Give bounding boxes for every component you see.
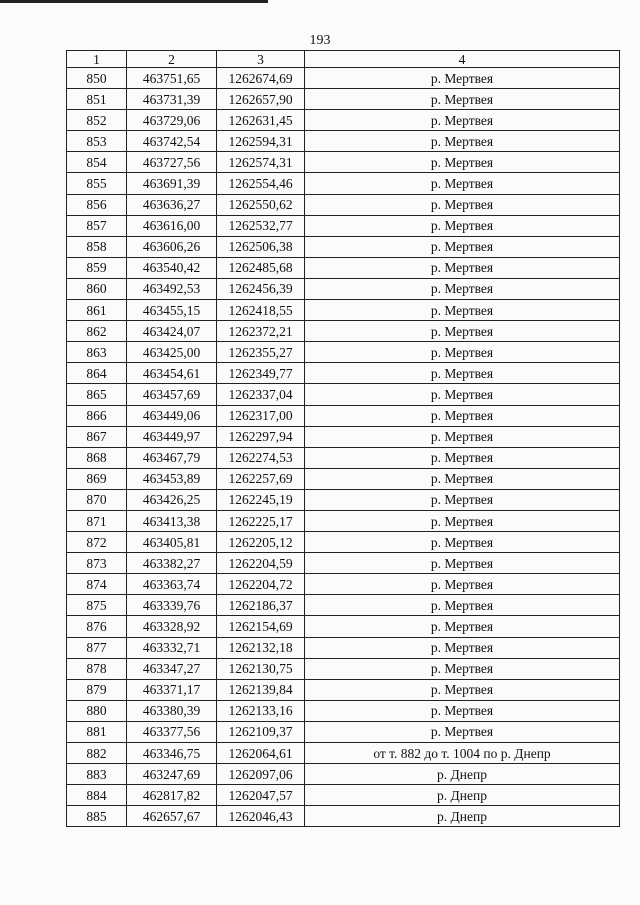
x-coordinate-cell: 463449,97: [127, 426, 217, 447]
y-coordinate-cell: 1262594,31: [217, 131, 305, 152]
x-coordinate-cell: 463540,42: [127, 257, 217, 278]
point-number-cell: 881: [67, 721, 127, 742]
description-cell: р. Мертвея: [305, 257, 620, 278]
description-cell: р. Днепр: [305, 764, 620, 785]
point-number-cell: 865: [67, 384, 127, 405]
x-coordinate-cell: 463346,75: [127, 743, 217, 764]
y-coordinate-cell: 1262225,17: [217, 510, 305, 531]
point-number-cell: 851: [67, 89, 127, 110]
table-row: [67, 215, 620, 236]
table-row: [67, 89, 620, 110]
y-coordinate-cell: 1262064,61: [217, 743, 305, 764]
description-cell: р. Мертвея: [305, 215, 620, 236]
y-coordinate-cell: 1262154,69: [217, 616, 305, 637]
point-number-cell: 875: [67, 595, 127, 616]
top-rule: [0, 0, 268, 3]
x-coordinate-cell: 463691,39: [127, 173, 217, 194]
table-row: [67, 236, 620, 257]
x-coordinate-cell: 463467,79: [127, 447, 217, 468]
point-number-cell: 872: [67, 532, 127, 553]
description-cell: р. Мертвея: [305, 110, 620, 131]
point-number-cell: 874: [67, 574, 127, 595]
point-number-cell: 854: [67, 152, 127, 173]
y-coordinate-cell: 1262297,94: [217, 426, 305, 447]
table-row: [67, 532, 620, 553]
description-cell: р. Мертвея: [305, 363, 620, 384]
description-cell: р. Мертвея: [305, 89, 620, 110]
table-row: [67, 785, 620, 806]
table-row: [67, 405, 620, 426]
point-number-cell: 858: [67, 236, 127, 257]
description-cell: р. Мертвея: [305, 321, 620, 342]
x-coordinate-cell: 463729,06: [127, 110, 217, 131]
x-coordinate-cell: 463453,89: [127, 468, 217, 489]
table-row: [67, 806, 620, 827]
description-cell: от т. 882 до т. 1004 по р. Днепр: [305, 743, 620, 764]
point-number-cell: 870: [67, 489, 127, 510]
description-cell: р. Мертвея: [305, 658, 620, 679]
table-row: [67, 257, 620, 278]
table-row: [67, 194, 620, 215]
header-row: [67, 51, 620, 68]
description-cell: р. Мертвея: [305, 300, 620, 321]
y-coordinate-cell: 1262574,31: [217, 152, 305, 173]
point-number-cell: 857: [67, 215, 127, 236]
table-row: [67, 553, 620, 574]
x-coordinate-cell: 463636,27: [127, 194, 217, 215]
table-row: [67, 68, 620, 89]
description-cell: р. Мертвея: [305, 68, 620, 89]
table-row: [67, 342, 620, 363]
x-coordinate-cell: 463449,06: [127, 405, 217, 426]
x-coordinate-cell: 462817,82: [127, 785, 217, 806]
point-number-cell: 866: [67, 405, 127, 426]
header-cell-1: 1: [67, 51, 127, 68]
x-coordinate-cell: 463492,53: [127, 278, 217, 299]
y-coordinate-cell: 1262186,37: [217, 595, 305, 616]
x-coordinate-cell: 463347,27: [127, 658, 217, 679]
y-coordinate-cell: 1262674,69: [217, 68, 305, 89]
y-coordinate-cell: 1262204,72: [217, 574, 305, 595]
table-row: [67, 447, 620, 468]
table-row: [67, 489, 620, 510]
table-row: [67, 510, 620, 531]
point-number-cell: 885: [67, 806, 127, 827]
description-cell: р. Мертвея: [305, 236, 620, 257]
y-coordinate-cell: 1262109,37: [217, 721, 305, 742]
y-coordinate-cell: 1262245,19: [217, 489, 305, 510]
description-cell: р. Мертвея: [305, 405, 620, 426]
header-cell-4: 4: [305, 51, 620, 68]
y-coordinate-cell: 1262485,68: [217, 257, 305, 278]
y-coordinate-cell: 1262204,59: [217, 553, 305, 574]
y-coordinate-cell: 1262317,00: [217, 405, 305, 426]
x-coordinate-cell: 463457,69: [127, 384, 217, 405]
description-cell: р. Мертвея: [305, 510, 620, 531]
description-cell: р. Мертвея: [305, 152, 620, 173]
x-coordinate-cell: 463405,81: [127, 532, 217, 553]
description-cell: р. Мертвея: [305, 595, 620, 616]
x-coordinate-cell: 463616,00: [127, 215, 217, 236]
table-row: [67, 321, 620, 342]
description-cell: р. Днепр: [305, 785, 620, 806]
y-coordinate-cell: 1262372,21: [217, 321, 305, 342]
point-number-cell: 860: [67, 278, 127, 299]
point-number-cell: 883: [67, 764, 127, 785]
table-row: [67, 658, 620, 679]
description-cell: р. Мертвея: [305, 278, 620, 299]
point-number-cell: 852: [67, 110, 127, 131]
y-coordinate-cell: 1262133,16: [217, 700, 305, 721]
point-number-cell: 869: [67, 468, 127, 489]
description-cell: р. Мертвея: [305, 447, 620, 468]
point-number-cell: 853: [67, 131, 127, 152]
x-coordinate-cell: 463606,26: [127, 236, 217, 257]
point-number-cell: 868: [67, 447, 127, 468]
table-row: [67, 278, 620, 299]
table-row: [67, 131, 620, 152]
x-coordinate-cell: 463454,61: [127, 363, 217, 384]
table-row: [67, 637, 620, 658]
y-coordinate-cell: 1262130,75: [217, 658, 305, 679]
y-coordinate-cell: 1262456,39: [217, 278, 305, 299]
y-coordinate-cell: 1262205,12: [217, 532, 305, 553]
table-row: [67, 595, 620, 616]
description-cell: р. Мертвея: [305, 489, 620, 510]
x-coordinate-cell: 463731,39: [127, 89, 217, 110]
description-cell: р. Мертвея: [305, 637, 620, 658]
description-cell: р. Мертвея: [305, 131, 620, 152]
y-coordinate-cell: 1262047,57: [217, 785, 305, 806]
table-row: [67, 426, 620, 447]
table-row: [67, 764, 620, 785]
x-coordinate-cell: 463363,74: [127, 574, 217, 595]
description-cell: р. Мертвея: [305, 194, 620, 215]
x-coordinate-cell: 463727,56: [127, 152, 217, 173]
x-coordinate-cell: 463332,71: [127, 637, 217, 658]
point-number-cell: 871: [67, 510, 127, 531]
table-row: [67, 574, 620, 595]
x-coordinate-cell: 463455,15: [127, 300, 217, 321]
x-coordinate-cell: 463425,00: [127, 342, 217, 363]
table-row: [67, 700, 620, 721]
x-coordinate-cell: 463328,92: [127, 616, 217, 637]
description-cell: р. Мертвея: [305, 700, 620, 721]
y-coordinate-cell: 1262274,53: [217, 447, 305, 468]
point-number-cell: 864: [67, 363, 127, 384]
point-number-cell: 850: [67, 68, 127, 89]
point-number-cell: 855: [67, 173, 127, 194]
x-coordinate-cell: 463742,54: [127, 131, 217, 152]
table-row: [67, 468, 620, 489]
y-coordinate-cell: 1262046,43: [217, 806, 305, 827]
description-cell: р. Мертвея: [305, 721, 620, 742]
coordinates-table: [66, 50, 620, 827]
y-coordinate-cell: 1262657,90: [217, 89, 305, 110]
description-cell: р. Днепр: [305, 806, 620, 827]
description-cell: р. Мертвея: [305, 574, 620, 595]
description-cell: р. Мертвея: [305, 616, 620, 637]
point-number-cell: 882: [67, 743, 127, 764]
point-number-cell: 867: [67, 426, 127, 447]
point-number-cell: 859: [67, 257, 127, 278]
description-cell: р. Мертвея: [305, 553, 620, 574]
x-coordinate-cell: 462657,67: [127, 806, 217, 827]
table-row: [67, 152, 620, 173]
table-row: [67, 679, 620, 700]
x-coordinate-cell: 463339,76: [127, 595, 217, 616]
table-row: [67, 721, 620, 742]
x-coordinate-cell: 463382,27: [127, 553, 217, 574]
y-coordinate-cell: 1262550,62: [217, 194, 305, 215]
point-number-cell: 878: [67, 658, 127, 679]
point-number-cell: 862: [67, 321, 127, 342]
point-number-cell: 863: [67, 342, 127, 363]
point-number-cell: 856: [67, 194, 127, 215]
y-coordinate-cell: 1262257,69: [217, 468, 305, 489]
table-row: [67, 363, 620, 384]
point-number-cell: 880: [67, 700, 127, 721]
x-coordinate-cell: 463377,56: [127, 721, 217, 742]
table-row: [67, 300, 620, 321]
point-number-cell: 876: [67, 616, 127, 637]
x-coordinate-cell: 463426,25: [127, 489, 217, 510]
y-coordinate-cell: 1262506,38: [217, 236, 305, 257]
y-coordinate-cell: 1262532,77: [217, 215, 305, 236]
x-coordinate-cell: 463751,65: [127, 68, 217, 89]
point-number-cell: 861: [67, 300, 127, 321]
y-coordinate-cell: 1262418,55: [217, 300, 305, 321]
description-cell: р. Мертвея: [305, 426, 620, 447]
description-cell: р. Мертвея: [305, 384, 620, 405]
y-coordinate-cell: 1262554,46: [217, 173, 305, 194]
description-cell: р. Мертвея: [305, 173, 620, 194]
point-number-cell: 877: [67, 637, 127, 658]
table-row: [67, 616, 620, 637]
page-number: 193: [309, 33, 331, 48]
description-cell: р. Мертвея: [305, 679, 620, 700]
y-coordinate-cell: 1262337,04: [217, 384, 305, 405]
table-row: [67, 743, 620, 764]
x-coordinate-cell: 463247,69: [127, 764, 217, 785]
header-cell-2: 2: [127, 51, 217, 68]
point-number-cell: 873: [67, 553, 127, 574]
y-coordinate-cell: 1262097,06: [217, 764, 305, 785]
header-cell-3: 3: [217, 51, 305, 68]
x-coordinate-cell: 463424,07: [127, 321, 217, 342]
x-coordinate-cell: 463413,38: [127, 510, 217, 531]
y-coordinate-cell: 1262355,27: [217, 342, 305, 363]
description-cell: р. Мертвея: [305, 468, 620, 489]
point-number-cell: 879: [67, 679, 127, 700]
table-row: [67, 110, 620, 131]
x-coordinate-cell: 463371,17: [127, 679, 217, 700]
description-cell: р. Мертвея: [305, 532, 620, 553]
description-cell: р. Мертвея: [305, 342, 620, 363]
y-coordinate-cell: 1262139,84: [217, 679, 305, 700]
table-row: [67, 173, 620, 194]
y-coordinate-cell: 1262631,45: [217, 110, 305, 131]
point-number-cell: 884: [67, 785, 127, 806]
y-coordinate-cell: 1262349,77: [217, 363, 305, 384]
y-coordinate-cell: 1262132,18: [217, 637, 305, 658]
x-coordinate-cell: 463380,39: [127, 700, 217, 721]
table-row: [67, 384, 620, 405]
